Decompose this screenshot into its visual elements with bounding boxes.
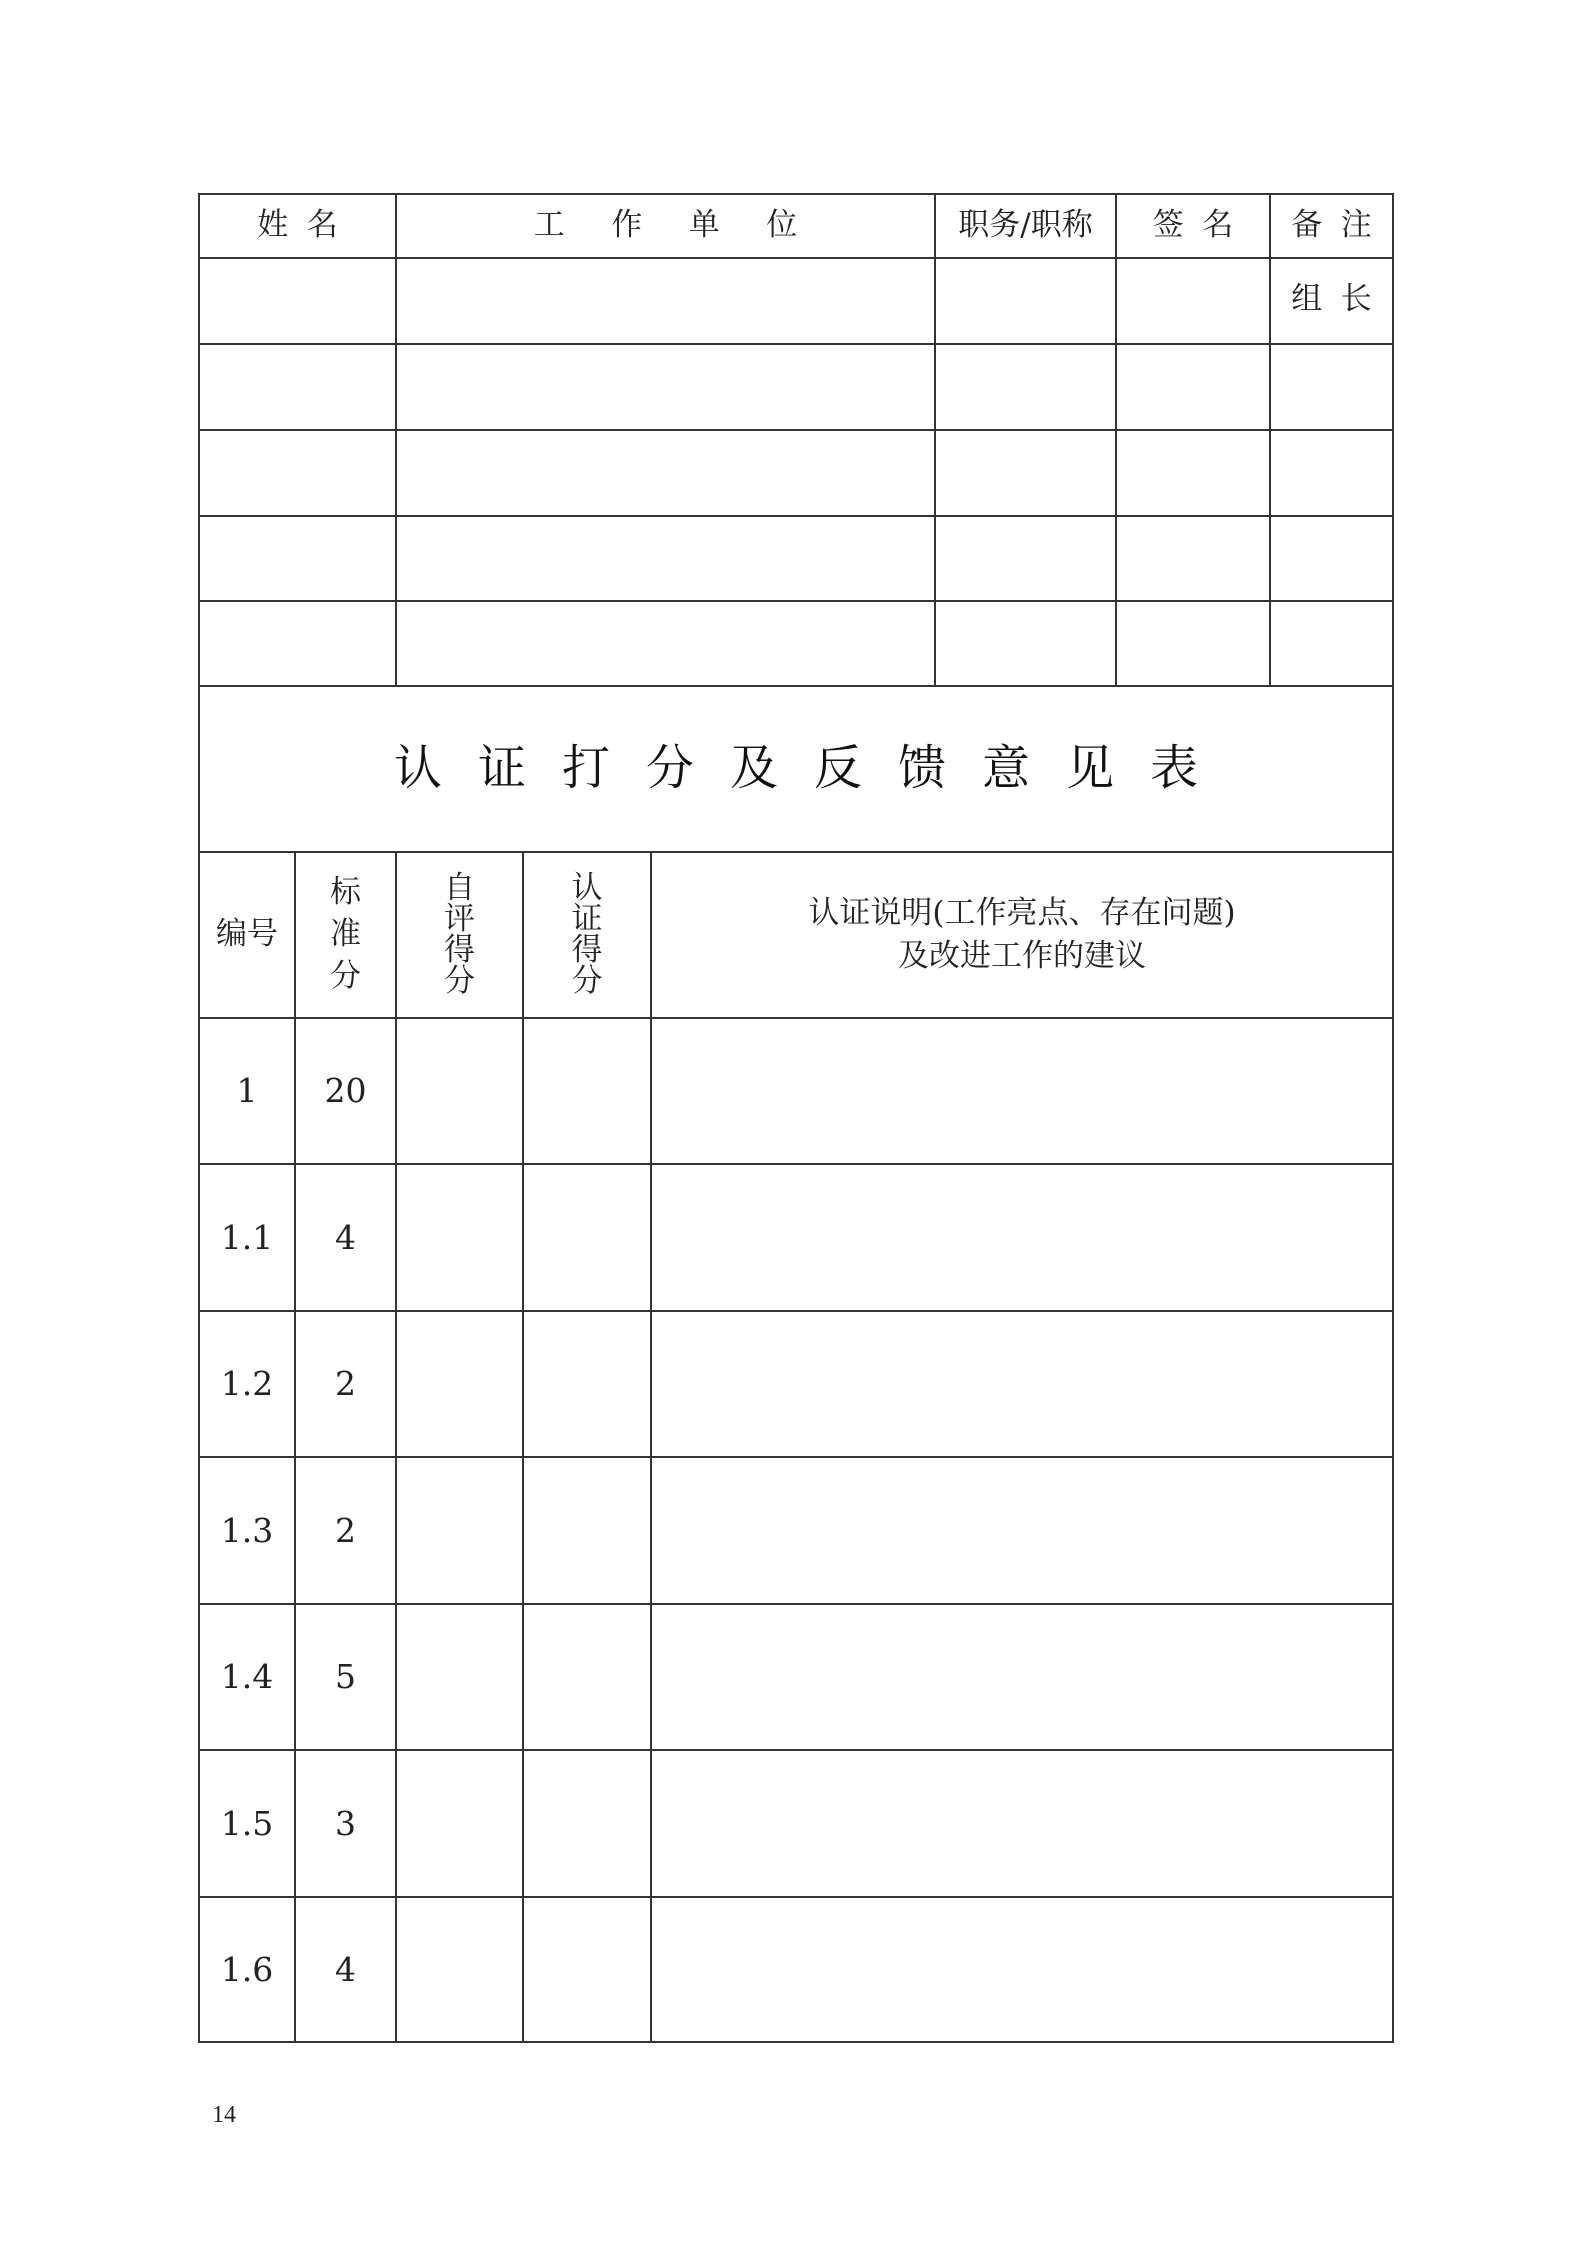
member-remarks-field[interactable] bbox=[1271, 345, 1392, 429]
item-number: 1.3 bbox=[220, 1510, 274, 1550]
item-number: 1.4 bbox=[220, 1657, 274, 1697]
member-name-field[interactable] bbox=[200, 345, 395, 429]
member-name-field[interactable] bbox=[200, 517, 395, 600]
header-char: 自 bbox=[444, 870, 475, 906]
header-char: 准 bbox=[330, 916, 361, 953]
item-standard-score: 5 bbox=[335, 1657, 356, 1697]
header-notes bbox=[652, 853, 1392, 1017]
self-score-field[interactable] bbox=[397, 1019, 522, 1163]
notes-field[interactable] bbox=[652, 1312, 1392, 1456]
item-number: 1 bbox=[236, 1071, 258, 1111]
score-table-title: 认证打分及反馈意见表 bbox=[393, 740, 1234, 797]
header-standard-score bbox=[296, 853, 395, 1017]
page-number: 14 bbox=[212, 2102, 236, 2128]
member-work-unit-field[interactable] bbox=[397, 259, 934, 343]
member-remarks-field[interactable] bbox=[1271, 431, 1392, 515]
header-char: 得 bbox=[571, 932, 603, 968]
cert-score-field[interactable] bbox=[524, 1605, 650, 1749]
item-number: 1.5 bbox=[220, 1803, 274, 1843]
member-signature-field[interactable] bbox=[1117, 517, 1269, 600]
self-score-field[interactable] bbox=[397, 1312, 522, 1456]
member-name-field[interactable] bbox=[200, 602, 395, 685]
header-char: 得 bbox=[444, 932, 475, 968]
item-standard-score: 2 bbox=[335, 1364, 356, 1404]
cert-score-field[interactable] bbox=[524, 1165, 650, 1310]
item-number: 1.6 bbox=[220, 1949, 274, 1989]
item-standard-score: 4 bbox=[335, 1949, 356, 1989]
member-work-unit-field[interactable] bbox=[397, 345, 934, 429]
member-signature-field[interactable] bbox=[1117, 431, 1269, 515]
item-standard-score: 2 bbox=[335, 1510, 356, 1550]
self-score-field[interactable] bbox=[397, 1165, 522, 1310]
self-score-field[interactable] bbox=[397, 1458, 522, 1603]
cert-score-field[interactable] bbox=[524, 1898, 650, 2041]
member-work-unit-field[interactable] bbox=[397, 517, 934, 600]
self-score-field[interactable] bbox=[397, 1605, 522, 1749]
header-remarks: 备注 bbox=[1291, 207, 1391, 244]
member-signature-field[interactable] bbox=[1117, 259, 1269, 343]
header-name: 姓名 bbox=[257, 207, 357, 244]
notes-field[interactable] bbox=[652, 1605, 1392, 1749]
member-remarks-field[interactable] bbox=[1271, 517, 1392, 600]
member-signature-field[interactable] bbox=[1117, 345, 1269, 429]
header-notes-line1: 认证说明(工作亮点、存在问题) bbox=[808, 894, 1236, 931]
self-score-field[interactable] bbox=[397, 1898, 522, 2041]
notes-field[interactable] bbox=[652, 1458, 1392, 1603]
header-char: 认 bbox=[571, 870, 603, 906]
self-score-field[interactable] bbox=[397, 1751, 522, 1896]
notes-field[interactable] bbox=[652, 1751, 1392, 1896]
notes-field[interactable] bbox=[652, 1165, 1392, 1310]
item-number: 1.2 bbox=[220, 1364, 274, 1404]
member-name-field[interactable] bbox=[200, 431, 395, 515]
header-self-score bbox=[397, 853, 522, 1017]
header-char: 分 bbox=[444, 963, 475, 999]
member-position-field[interactable] bbox=[936, 602, 1115, 685]
cert-score-field[interactable] bbox=[524, 1458, 650, 1603]
member-name-field[interactable] bbox=[200, 259, 395, 343]
header-char: 分 bbox=[330, 957, 361, 994]
member-work-unit-field[interactable] bbox=[397, 431, 934, 515]
header-work-unit: 工作单位 bbox=[533, 207, 844, 244]
header-char: 标 bbox=[330, 874, 361, 911]
item-standard-score: 3 bbox=[335, 1803, 356, 1843]
item-standard-score: 4 bbox=[335, 1217, 356, 1257]
member-position-field[interactable] bbox=[936, 259, 1115, 343]
cert-score-field[interactable] bbox=[524, 1751, 650, 1896]
form-sheet bbox=[198, 193, 1394, 2043]
member-position-field[interactable] bbox=[936, 431, 1115, 515]
item-standard-score: 20 bbox=[324, 1071, 367, 1111]
header-char: 证 bbox=[571, 901, 603, 937]
header-char: 评 bbox=[444, 901, 475, 937]
member-position-field[interactable] bbox=[936, 345, 1115, 429]
cert-score-field[interactable] bbox=[524, 1019, 650, 1163]
member-remarks-field[interactable]: 组长 bbox=[1291, 281, 1391, 317]
cert-score-field[interactable] bbox=[524, 1312, 650, 1456]
header-cert-score bbox=[524, 853, 650, 1017]
header-number: 编号 bbox=[216, 916, 278, 953]
notes-field[interactable] bbox=[652, 1898, 1392, 2041]
notes-field[interactable] bbox=[652, 1019, 1392, 1163]
header-signature: 签名 bbox=[1152, 207, 1252, 244]
header-char: 分 bbox=[571, 963, 603, 999]
member-work-unit-field[interactable] bbox=[397, 602, 934, 685]
header-notes-line2: 及改进工作的建议 bbox=[898, 938, 1146, 974]
member-signature-field[interactable] bbox=[1117, 602, 1269, 685]
header-position: 职务/职称 bbox=[958, 207, 1093, 244]
member-remarks-field[interactable] bbox=[1271, 602, 1392, 685]
item-number: 1.1 bbox=[220, 1217, 274, 1257]
member-position-field[interactable] bbox=[936, 517, 1115, 600]
